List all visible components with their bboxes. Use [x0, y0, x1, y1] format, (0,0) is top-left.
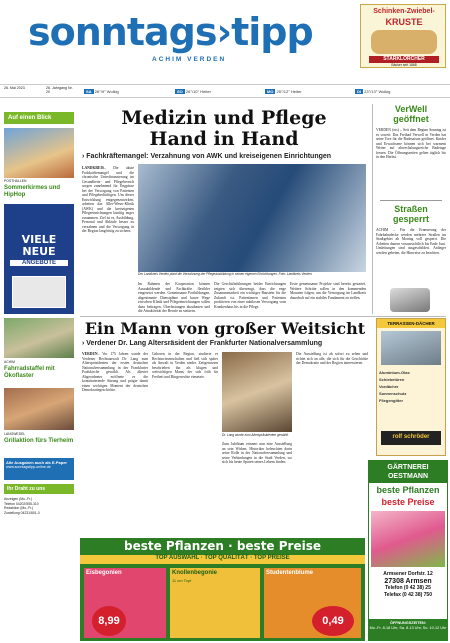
story1-column-1: LANDKREIS– Die akute Fachkräftemangel und die chronische Unterfinanzierung im Gesundheits- und Pflegebereich sorgen zunehmend für Engpässe bei der Versorgung von Patienten und Pflegebedürftigen. Um dieser Entwicklung entgegenzuwirken, arbeiten das Aller-Weser-Klinik (AWK) und die kreiseigenen Pflegeeinrichtungen künftig enger zusammen. Ziel ist es, Ausbildung, Personal und Abläufe besser zu verzahnen und die Versorgung in der Region langfristig zu sichern.: [82, 166, 134, 233]
story1-headline-2: Hand in Hand: [149, 128, 299, 150]
e-paper-box[interactable]: [4, 458, 74, 480]
nursery-slogan-1: beste Pflanzen: [376, 485, 440, 495]
nursery-slogan-2: beste Preise: [381, 497, 435, 507]
story1-headline-1: Medizin und Pflege: [121, 107, 327, 129]
item2-title[interactable]: Fahrradstaffel mit Ökoflaster: [4, 366, 55, 379]
advert-brand: STARKLÖRCHER: [369, 56, 439, 63]
item3-photo: [4, 388, 74, 430]
plant-image-2: [170, 568, 260, 638]
weather-day-2: SO 26°/10° Heiter: [177, 89, 211, 94]
bread-image: [371, 30, 437, 54]
story1-column-4: Erste gemeinsame Projekte sind bereits gestartet. Weitere Schritte sollen in den kommenden Monaten folgen, um die Versorgung im Landkreis dauerhaft auf ein stabiles Fundament zu stellen.: [290, 282, 366, 300]
scooter-image: [390, 288, 430, 312]
weather-bar: [0, 84, 450, 98]
terrace-brand: rolf schröder: [381, 431, 441, 445]
plant-image-1: [84, 568, 166, 638]
plant3-title: Studentenblume: [266, 570, 314, 576]
plant2-size: 11 cm Topf: [172, 578, 192, 583]
plant-image-3: [264, 568, 361, 638]
item1-tag: POSTHALLEN: [4, 179, 27, 183]
promo-image: [12, 276, 66, 308]
column-divider: [372, 104, 373, 314]
e-paper-url[interactable]: www.sonntagstipp-online.de: [6, 465, 51, 469]
right-column: [376, 104, 446, 314]
promo-line-1: VIELE: [21, 233, 57, 246]
masthead: [0, 0, 450, 80]
story1-column-3: Die Geschäftsführungen beider Einrichtungen zeigten sich überzeugt, dass die enge Zusammenarbeit ein wichtiger Baustein für die Zukunft ist. Patientinnen und Patienten profitieren von einer nahtlosen Versorgung vom Krankenhaus bis in die Pflege.: [214, 282, 286, 309]
issue-date: 26. Mai 2023: [4, 86, 25, 90]
nursery-advert[interactable]: [368, 460, 448, 641]
terrace-list: Aluminium-Glas Schiebetüren Vordächer Sonnenschutz Fliegengitter: [379, 370, 410, 403]
plant1-title: Eisbegonien: [86, 570, 122, 576]
plant3-price: 0,49: [312, 606, 354, 636]
item2-tag: ACHIM: [4, 360, 15, 364]
plants-tagline: TOP AUSWAHL · TOP QUALITÄT · TOP PREISE: [80, 555, 365, 564]
story1-column-2: Im Rahmen der Kooperation können Auszubildende und Fachkräfte flexibler eingesetzt werden. Gemeinsame Fortbildungen, abgestimmte Dienstpläne und kurze Wege zwischen Klinik und Pflegeeinrichtungen sollen dazu beitragen, Überlastungen abzubauen und die Attraktivität der Berufe zu steigern.: [138, 282, 210, 312]
terrace-header: TERRASSEN-DÄCHER: [377, 319, 445, 328]
story2-caption: Dr. Lang wurde zum Alterspräsidenten gewählt.: [222, 433, 289, 437]
advert-line-2: KRUSTE: [385, 17, 423, 27]
top-advert[interactable]: [360, 4, 446, 68]
nursery-address: Armsener Dorfstr. 12 27308 Armsen Telefon (0 42 38) 25 Telefax (0 42 38) 750: [383, 571, 433, 598]
masthead-logo: sonntags›tipp: [28, 10, 313, 54]
contact-lines: Anzeigen (Mo.-Fr.) Telefon 04202/555-310 Redaktion (Mo.-Fr.) Zustellung 04231/801-0: [4, 497, 40, 515]
nursery-image: [371, 511, 445, 567]
right-text-2: ACHIM – Für die Erneuerung der Fahrbahndecke werden mehrere Straßen im Stadtgebiet ab Montag voll gesperrt. Die Arbeiten dauern voraussichtlich bis Ende Juni. Umleitungen sind ausgeschildert. Anlieger werden gebeten, die Hinweise zu beachten.: [376, 228, 446, 255]
item2-photo: [4, 318, 74, 358]
item1-photo: [4, 128, 74, 178]
promo-line-2: NEUE: [22, 245, 56, 258]
right-headline-2: Straßen gesperrt: [392, 204, 429, 224]
plants-advert[interactable]: [80, 538, 365, 641]
issue-number: 26. Jahrgang Nr. 20: [46, 86, 73, 95]
story-divider: [80, 316, 446, 317]
right-text-1: VERDEN (ots) – Seit dem Beginn Sonntag ist es soweit: Das Freibad Verwell in Verden hat seine Tore für die Badesaison geöffnet. Kinder und Erwachsene können sich bei warmem Wetter auf abwechslungsreiche Badetage freuen. Die Öffnungszeiten gelten täglich bis in den Herbst.: [376, 128, 446, 159]
nursery-hours: ÖFFNUNGSZEITEN: Mo.-Fr. 8-18 Uhr, Sa. 8-13 Uhr, So. 10-12 Uhr: [369, 619, 447, 640]
right-divider: [380, 200, 442, 201]
weather-day-3: MO 25°/12° Heiter: [267, 89, 302, 94]
story2-headline: Ein Mann von großer Weitsicht: [84, 319, 366, 338]
story2-column-2: Geboren in der Region, studierte er Rechtswissenschaften und ließ sich später als Anwalt in Verden nieder. Zeitgenossen beschrieben ihn als klugen und weitsichtigen Mann, der sich früh für Freiheit und Bürgerrechte einsetzte.: [152, 352, 218, 379]
story-2: [80, 318, 370, 538]
story2-subheadline: › Verdener Dr. Lang Altersräsident der Frankfurter Nationalversammlung: [82, 340, 323, 347]
left-column: [4, 104, 74, 524]
item3-title[interactable]: Grillaktion fürs Tierheim: [4, 438, 74, 444]
contact-header: Ihr Draht zu uns: [4, 484, 74, 494]
advert-line-1: Schinken-Zwiebel-: [373, 8, 435, 15]
story2-column-4: Die Ausstellung ist ab sofort zu sehen und richtet sich an alle, die sich für die Geschichte der Demokratie und der Region interessieren.: [296, 352, 368, 365]
story1-subheadline: › Fachkräftemangel: Verzahnung von AWK und kreiseigenen Einrichtungen: [82, 153, 332, 160]
at-a-glance-header: Auf einen Blick: [4, 112, 74, 124]
story1-caption: Der Landkreis Verden plant die Verzahnung der Pflegeausbildung in seinen eigenen Einrichtungen. Foto: Landkreis Verden: [138, 272, 312, 276]
nursery-name: GÄRTNEREI OESTMANN: [369, 461, 447, 483]
promo-advert[interactable]: [4, 204, 74, 314]
story2-column-3: Zum Jubiläum erinnert nun eine Ausstellung an sein Wirken. Historiker beleuchten darin seine Rolle in der Nationalversammlung und seine Verbindungen in die Stadt Verden, wo sich bis heute Spuren seines Lebens finden.: [222, 442, 292, 464]
e-paper-text: Alle Ausgaben auch als E-Paper: [6, 460, 67, 465]
terrace-advert[interactable]: [376, 318, 446, 456]
plant1-price: 8,99: [92, 606, 126, 636]
right-headline-1: VerWell geöffnet: [393, 104, 429, 124]
story2-photo: [222, 352, 292, 432]
terrace-image: [381, 331, 441, 365]
story1-photo: [138, 164, 366, 272]
plant2-title: Knollenbegonie: [172, 570, 217, 576]
story-1: [80, 104, 368, 314]
masthead-subtitle: ACHIM VERDEN: [152, 56, 227, 63]
weather-day-1: SA 28°/9° Wolkig: [86, 89, 119, 94]
promo-line-3: ANGEBOTE: [10, 260, 68, 266]
advert-sub: Bäcker seit 1868: [391, 63, 417, 67]
item1-title[interactable]: Sommerkirmes und HipHop: [4, 185, 61, 198]
plants-headline: beste Pflanzen · beste Preise: [123, 539, 321, 553]
weather-day-4: DI 23°/13° Wolkig: [357, 89, 391, 94]
item3-tag: LANGWEDEL: [4, 432, 26, 436]
story2-column-1: VERDEN– Vor 175 Jahren wurde der Verdener Rechtsanwalt Dr. Lang zum Alterspräsidenten der ersten deutschen Nationalversammlung in der Frankfurter Paulskirche gewählt. Als ältester Abgeordneter eröffnete er die konstituierende Sitzung und prägte damit einen wichtigen Moment der deutschen Demokratiegeschichte.: [82, 352, 148, 392]
